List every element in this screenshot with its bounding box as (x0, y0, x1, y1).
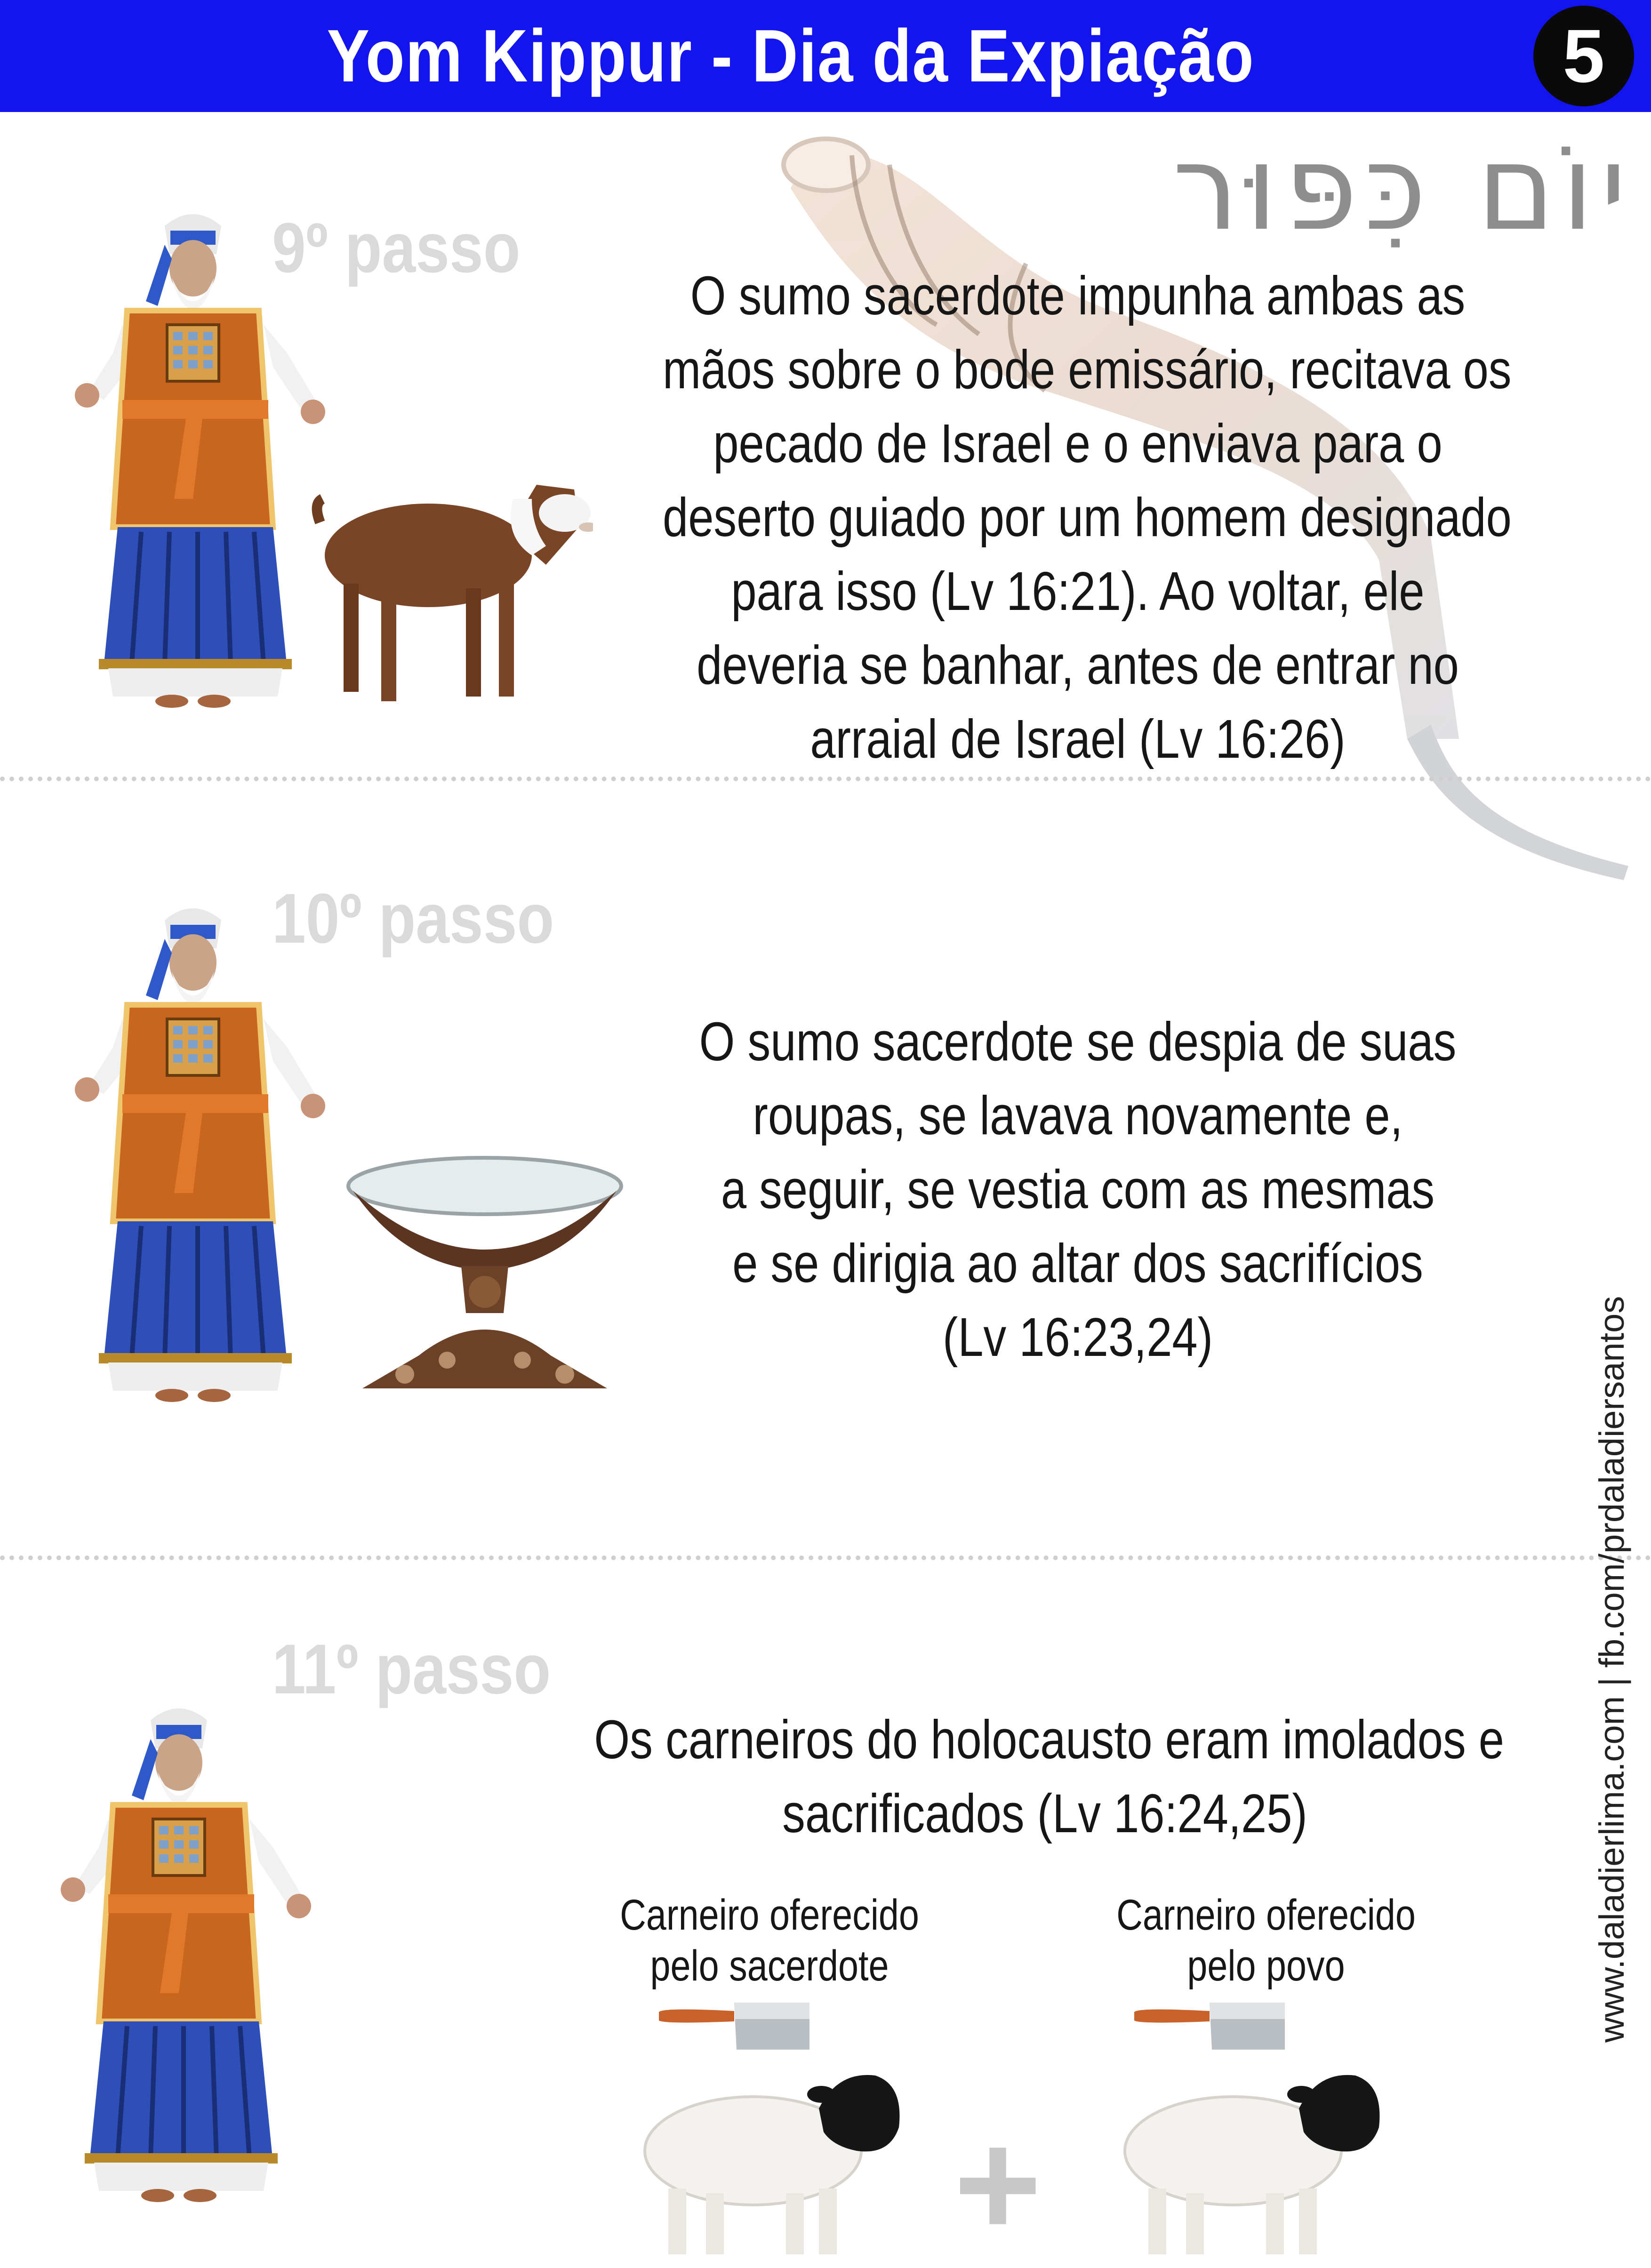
cleaver-icon (1130, 1998, 1290, 2054)
step-9-line: para isso (Lv 16:21). Ao voltar, ele (731, 561, 1425, 622)
step-10-line: e se dirigia ao altar dos sacrifícios (732, 1233, 1423, 1294)
page-title: Yom Kippur - Dia da Expiação (327, 15, 1255, 97)
laver-basin-figure (344, 1153, 626, 1402)
high-priest-figure (52, 198, 353, 711)
step-11-line: Os carneiros do holocausto eram imolados e (594, 1709, 1504, 1770)
page-number-badge: 5 (1533, 6, 1634, 106)
ram-caption-priest (582, 1890, 957, 1991)
ram-sheep-figure (1115, 2057, 1388, 2259)
step-9-label: 9º passo (272, 208, 521, 287)
step-10-line: (Lv 16:23,24) (942, 1306, 1213, 1368)
step-9-line: pecado de Israel e o enviava para o (713, 413, 1443, 474)
ram-caption-people (1078, 1890, 1454, 1991)
caption-line: Carneiro oferecido (620, 1891, 919, 1939)
step-10-line: O sumo sacerdote se despia de suas (699, 1011, 1457, 1072)
step-11-line: sacrificados (Lv 16:24,25) (782, 1783, 1307, 1844)
step-10-line: a seguir, se vestia com as mesmas (721, 1159, 1435, 1220)
step-10-label: 10º passo (272, 879, 554, 958)
step-11-label: 11º passo (272, 1629, 551, 1708)
step-11-description (594, 1703, 1504, 1851)
section-divider (0, 777, 1651, 781)
step-9-description (663, 259, 1512, 776)
hebrew-title: יוֹם כִּפּוּר (1172, 120, 1633, 256)
goat-figure (311, 461, 593, 715)
high-priest-figure (52, 892, 353, 1405)
caption-line: pelo sacerdote (650, 1942, 889, 1990)
step-9-line: deserto guiado por um homem designado (663, 487, 1512, 548)
high-priest-figure (38, 1692, 339, 2205)
plus-icon: + (954, 2100, 1042, 2268)
credit-text: www.daladierlima.com | fb.com/prdaladiersantos (1592, 1296, 1631, 2043)
step-9-line: deveria se banhar, antes de entrar no (697, 634, 1459, 696)
step-9-line: O sumo sacerdote impunha ambas as (690, 265, 1466, 326)
step-10-description (663, 1005, 1493, 1374)
caption-line: Carneiro oferecido (1116, 1891, 1416, 1939)
caption-line: pelo povo (1187, 1942, 1345, 1990)
step-10-line: roupas, se lavava novamente e, (753, 1085, 1403, 1146)
cleaver-icon (654, 1998, 814, 2054)
step-9-line: mãos sobre o bode emissário, recitava os (663, 339, 1512, 400)
ram-sheep-figure (635, 2057, 908, 2259)
step-9-line: arraial de Israel (Lv 16:26) (810, 708, 1346, 769)
section-divider (0, 1555, 1651, 1560)
